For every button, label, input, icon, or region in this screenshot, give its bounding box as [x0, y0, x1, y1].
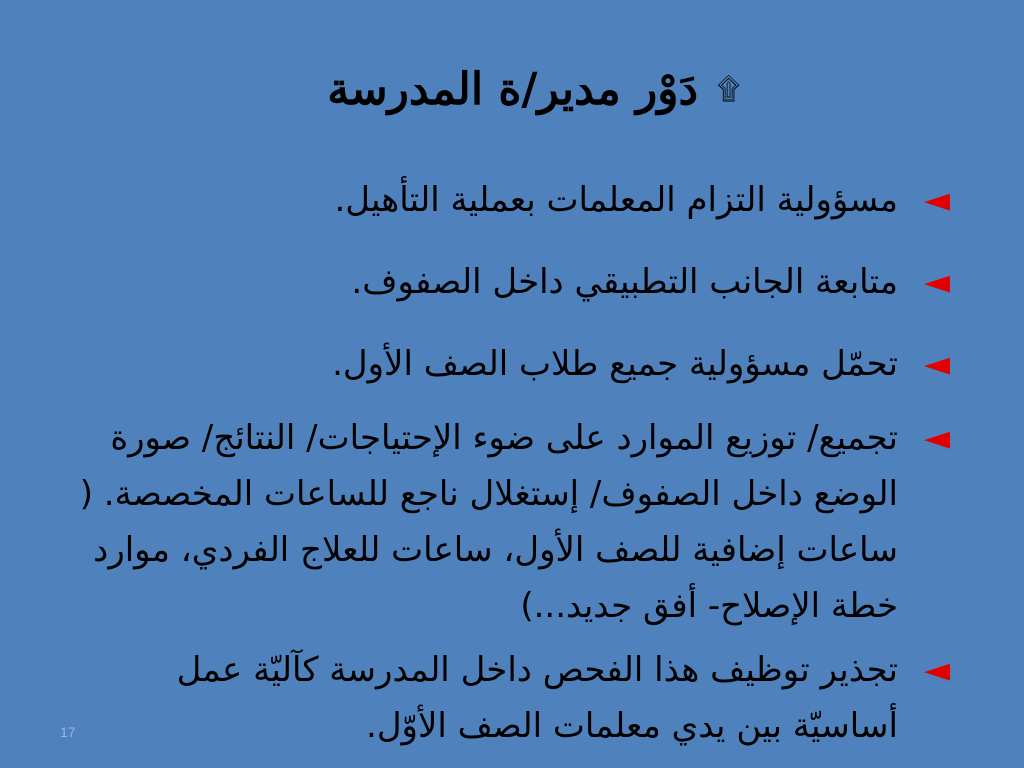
page-number: 17	[60, 724, 76, 740]
slide-title-row	[120, 64, 740, 134]
bullet-text: تجذير توظيف هذا الفحص داخل المدرسة كآليّة عمل أساسيّة بين يدي معلمات الصف الأوّل.	[176, 650, 898, 746]
bullet-list	[60, 172, 950, 754]
triangle-left-icon: ◄	[923, 180, 950, 220]
mosque-dome-icon: ۩	[717, 72, 740, 107]
triangle-left-icon: ◄	[923, 262, 950, 302]
bullet-item	[60, 254, 950, 310]
bullet-text: تحمّل مسؤولية جميع طلاب الصف الأول.	[332, 344, 898, 384]
bullet-item	[88, 642, 950, 754]
bullet-item	[60, 410, 950, 634]
bullet-item	[60, 172, 950, 228]
bullet-text: مسؤولية التزام المعلمات بعملية التأهيل.	[334, 180, 898, 220]
bullet-item	[60, 336, 950, 392]
triangle-left-icon: ◄	[923, 418, 950, 458]
triangle-left-icon: ◄	[923, 344, 950, 384]
bullet-text: متابعة الجانب التطبيقي داخل الصفوف.	[351, 262, 898, 302]
slide-title: دَوْر مدير/ة المدرسة	[327, 64, 699, 115]
triangle-left-icon: ◄	[923, 650, 950, 690]
bullet-text: تجميع/ توزيع الموارد على ضوء الإحتياجات/ النتائج/ صورة الوضع داخل الصفوف/ إستغلال ناجع للساعات المخصصة. ( ساعات إضافية للصف الأول، ساعات للعلاج الفردي، موارد خطة الإصلاح- أفق جديد...)	[79, 418, 898, 626]
